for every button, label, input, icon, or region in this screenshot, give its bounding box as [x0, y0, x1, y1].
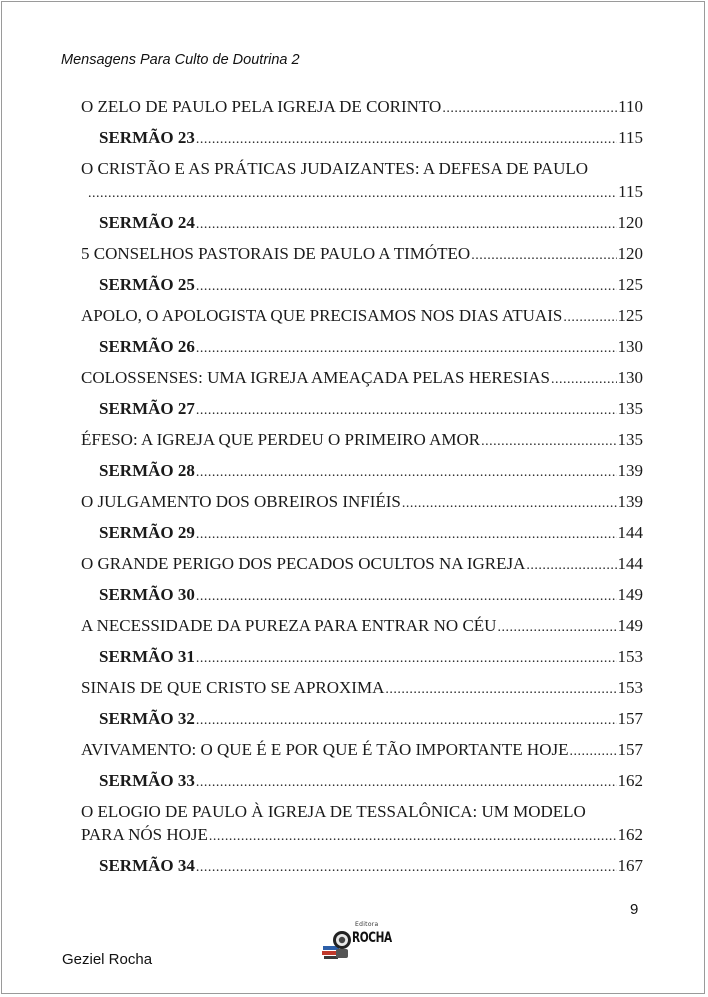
- toc-page-number: 139: [617, 461, 643, 480]
- toc-dot-leader: [196, 525, 617, 545]
- running-title: Mensagens Para Culto de Doutrina 2: [61, 52, 300, 68]
- toc-dot-leader: [196, 130, 617, 150]
- toc-dot-leader: [196, 587, 617, 607]
- toc-entry-title: ÉFESO: A IGREJA QUE PERDEU O PRIMEIRO AMOR: [81, 430, 481, 449]
- toc-entry-chapter[interactable]: [81, 304, 643, 335]
- toc-dot-leader: [551, 370, 617, 390]
- toc-page-number: 139: [617, 492, 643, 511]
- toc-entry-sermon[interactable]: [81, 126, 643, 157]
- toc-page-number: 115: [618, 182, 643, 201]
- toc-page-number: 162: [617, 771, 643, 790]
- toc-dot-leader: [196, 463, 617, 483]
- toc-page-number: 120: [617, 244, 643, 263]
- toc-entry-title: SERMÃO 32: [99, 709, 195, 728]
- toc-dot-leader: [526, 556, 616, 576]
- toc-entry-continuation: [81, 180, 643, 211]
- toc-entry-sermon[interactable]: [81, 769, 643, 800]
- toc-entry-chapter[interactable]: [81, 95, 643, 126]
- toc-dot-leader: [196, 215, 617, 235]
- toc-entry-sermon[interactable]: [81, 583, 643, 614]
- toc-entry-sermon[interactable]: [81, 397, 643, 428]
- toc-entry-title: O GRANDE PERIGO DOS PECADOS OCULTOS NA IGREJA: [81, 554, 526, 573]
- toc-entry-title: SERMÃO 25: [99, 275, 195, 294]
- toc-entry-title: O ZELO DE PAULO PELA IGREJA DE CORINTO: [81, 97, 442, 116]
- toc-dot-leader: [481, 432, 616, 452]
- toc-entry-title: SERMÃO 31: [99, 647, 195, 666]
- toc-entry-sermon[interactable]: [81, 521, 643, 552]
- toc-entry-title: A NECESSIDADE DA PUREZA PARA ENTRAR NO CÉU: [81, 616, 497, 635]
- toc-dot-leader: [497, 618, 616, 638]
- toc-entry-title: SERMÃO 27: [99, 399, 195, 418]
- publisher-small-text: Editora: [355, 921, 379, 928]
- toc-page-number: 153: [617, 647, 643, 666]
- toc-dot-leader: [196, 773, 617, 793]
- toc-entry-sermon[interactable]: [81, 459, 643, 490]
- toc-entry-title-continuation: PARA NÓS HOJE: [81, 825, 208, 844]
- toc-dot-leader: [569, 742, 616, 762]
- toc-entry-sermon[interactable]: [81, 211, 643, 242]
- toc-page-number: 157: [617, 709, 643, 728]
- toc-page-number: 110: [618, 97, 643, 116]
- toc-page-number: 144: [617, 554, 643, 573]
- toc-page-number: 149: [617, 585, 643, 604]
- publisher-brand-text: ROCHA: [352, 930, 392, 946]
- toc-dot-leader: [196, 277, 617, 297]
- toc-page-number: 125: [617, 306, 643, 325]
- toc-entry-title: SERMÃO 28: [99, 461, 195, 480]
- toc-dot-leader: [196, 339, 617, 359]
- toc-entry-chapter[interactable]: [81, 738, 643, 769]
- toc-entry-title: O CRISTÃO E AS PRÁTICAS JUDAIZANTES: A DEFESA DE PAULO: [81, 159, 589, 178]
- toc-dot-leader: [442, 99, 617, 119]
- toc-entry-chapter[interactable]: [81, 676, 643, 707]
- toc-entry-chapter: [81, 800, 643, 823]
- toc-entry-title: SINAIS DE QUE CRISTO SE APROXIMA: [81, 678, 385, 697]
- toc-page-number: 149: [617, 616, 643, 635]
- toc-entry-chapter[interactable]: [81, 490, 643, 521]
- toc-entry-chapter[interactable]: [81, 242, 643, 273]
- toc-entry-title: SERMÃO 23: [99, 128, 195, 147]
- toc-entry-chapter: [81, 157, 643, 180]
- toc-page-number: 125: [617, 275, 643, 294]
- toc-entry-continuation: [81, 823, 643, 854]
- toc-entry-title: SERMÃO 33: [99, 771, 195, 790]
- toc-entry-title: COLOSSENSES: UMA IGREJA AMEAÇADA PELAS HERESIAS: [81, 368, 550, 387]
- toc-dot-leader: [196, 711, 617, 731]
- toc-dot-leader: [196, 401, 617, 421]
- toc-page-number: 130: [617, 368, 643, 387]
- toc-entry-sermon[interactable]: [81, 854, 643, 885]
- toc-page-number: 115: [618, 128, 643, 147]
- toc-entry-title: APOLO, O APOLOGISTA QUE PRECISAMOS NOS DIAS ATUAIS: [81, 306, 563, 325]
- astronaut-icon: [322, 931, 351, 959]
- toc-entry-title: O ELOGIO DE PAULO À IGREJA DE TESSALÔNICA: UM MODELO: [81, 802, 586, 821]
- toc-entry-title: SERMÃO 34: [99, 856, 195, 875]
- toc-page-number: 144: [617, 523, 643, 542]
- toc-dot-leader: [209, 827, 617, 847]
- toc-dot-leader: [385, 680, 616, 700]
- toc-entry-chapter[interactable]: [81, 614, 643, 645]
- toc-dot-leader: [471, 246, 616, 266]
- toc-entry-title: SERMÃO 29: [99, 523, 195, 542]
- toc-entry-chapter[interactable]: [81, 428, 643, 459]
- toc-entry-sermon[interactable]: [81, 645, 643, 676]
- toc-entry-chapter[interactable]: [81, 552, 643, 583]
- footer-author: Geziel Rocha: [62, 951, 153, 968]
- toc-page-number: 135: [617, 399, 643, 418]
- toc-entry-sermon[interactable]: [81, 335, 643, 366]
- toc-entry-title: SERMÃO 30: [99, 585, 195, 604]
- toc-entry-sermon[interactable]: [81, 273, 643, 304]
- toc-entry-sermon[interactable]: [81, 707, 643, 738]
- toc-page-number: 130: [617, 337, 643, 356]
- toc-page-number: 162: [617, 825, 643, 844]
- toc-page-number: 167: [617, 856, 643, 875]
- toc-page-number: 157: [617, 740, 643, 759]
- toc-dot-leader: [88, 184, 617, 204]
- toc-entry-title: SERMÃO 26: [99, 337, 195, 356]
- toc-page-number: 153: [617, 678, 643, 697]
- page-number: 9: [630, 901, 639, 918]
- table-of-contents: [81, 95, 643, 885]
- toc-page-number: 120: [617, 213, 643, 232]
- toc-entry-title: SERMÃO 24: [99, 213, 195, 232]
- toc-entry-title: AVIVAMENTO: O QUE É E POR QUE É TÃO IMPORTANTE HOJE: [81, 740, 569, 759]
- toc-entry-title: O JULGAMENTO DOS OBREIROS INFIÉIS: [81, 492, 401, 511]
- toc-dot-leader: [402, 494, 617, 514]
- toc-dot-leader: [196, 649, 617, 669]
- toc-dot-leader: [563, 308, 616, 328]
- toc-dot-leader: [196, 858, 617, 878]
- toc-page-number: 135: [617, 430, 643, 449]
- toc-entry-title: 5 CONSELHOS PASTORAIS DE PAULO A TIMÓTEO: [81, 244, 471, 263]
- toc-entry-chapter[interactable]: [81, 366, 643, 397]
